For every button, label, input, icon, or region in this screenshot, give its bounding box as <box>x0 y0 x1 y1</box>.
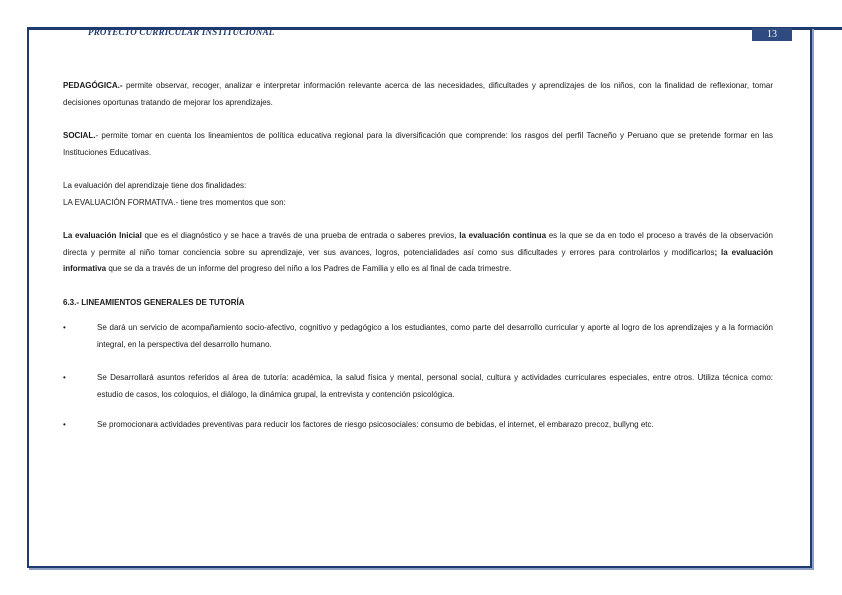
finalidades-line: La evaluación del aprendizaje tiene dos finalidades: <box>63 181 247 190</box>
paragraph-text: que se da a través de un informe del progreso del niño a los Padres de Familia y ello es al final de cada trimestre. <box>106 264 512 273</box>
term-inicial: La evaluación Inicial <box>63 231 142 240</box>
paragraph-text: es la que se da en todo el proceso a través de la observación directa y permite al niño tomar conciencia sobre su aprendizaje, ver sus avances, logros, potencialidades así como sus dificultades y errores para controlarlos y modificarlos <box>63 231 773 257</box>
bullet-text: Se dará un servicio de acompañamiento socio-afectivo, cognitivo y pedagógico a los estudiantes, como parte del desarrollo curricular y aporte al logro de los aprendizajes y a la formación integral, en la perspectiva del desarrollo humano. <box>97 323 773 349</box>
bullet-icon: • <box>63 420 66 429</box>
term-social: SOCIAL. <box>63 131 96 140</box>
bullet-item <box>63 370 773 403</box>
bullet-text: Se promocionara actividades preventivas para reducir los factores de riesgo psicosociales: consumo de bebidas, el internet, el embarazo precoz, bullyng etc. <box>97 420 654 429</box>
page-number: 13 <box>752 28 792 41</box>
term-continua: la evaluación continua <box>459 231 547 240</box>
bullet-item <box>63 417 773 434</box>
formativa-line: LA EVALUACIÓN FORMATIVA.- tiene tres momentos que son: <box>63 197 286 207</box>
paragraph-pedagogica <box>63 78 773 111</box>
term-pedagogica: PEDAGÓGICA.- <box>63 81 123 90</box>
bullet-text: Se Desarrollará asuntos referidos al área de tutoría: académica, la salud física y mental, personal social, cultura y actividades curriculares especiales, entre otros. Utiliza técnica como: estudio de casos, los coloquios, el diálogo, la dinámica grupal, la entrevista y contención psicológica. <box>97 373 773 399</box>
section-heading: 6.3.- LINEAMIENTOS GENERALES DE TUTORÍA <box>63 297 245 307</box>
paragraph-momentos <box>63 228 773 278</box>
page-content <box>63 78 773 434</box>
bullet-item <box>63 320 773 353</box>
document-title: PROYECTO CURRICULAR INSTITUCIONAL <box>88 27 275 37</box>
paragraph-social <box>63 128 773 161</box>
paragraph-text: - permite tomar en cuenta los lineamientos de política educativa regional para la diversificación que comprende: los rasgos del perfil Tacneño y Peruano que se pretende formar en las Instituciones Educativas. <box>63 131 773 157</box>
bullet-icon: • <box>63 373 66 382</box>
paragraph-finalidades <box>63 178 773 211</box>
term-informativa: ; la evaluación informativa <box>63 247 773 273</box>
paragraph-text: que es el diagnóstico y se hace a través de una prueba de entrada o saberes previos, <box>141 231 460 240</box>
paragraph-text: permite observar, recoger, analizar e interpretar información relevante acerca de las necesidades, dificultades y aprendizajes de los niños, con la finalidad de reflexionar, tomar decisiones oportunas tratando de mejorar los aprendizajes. <box>63 81 773 107</box>
bullet-icon: • <box>63 323 66 332</box>
